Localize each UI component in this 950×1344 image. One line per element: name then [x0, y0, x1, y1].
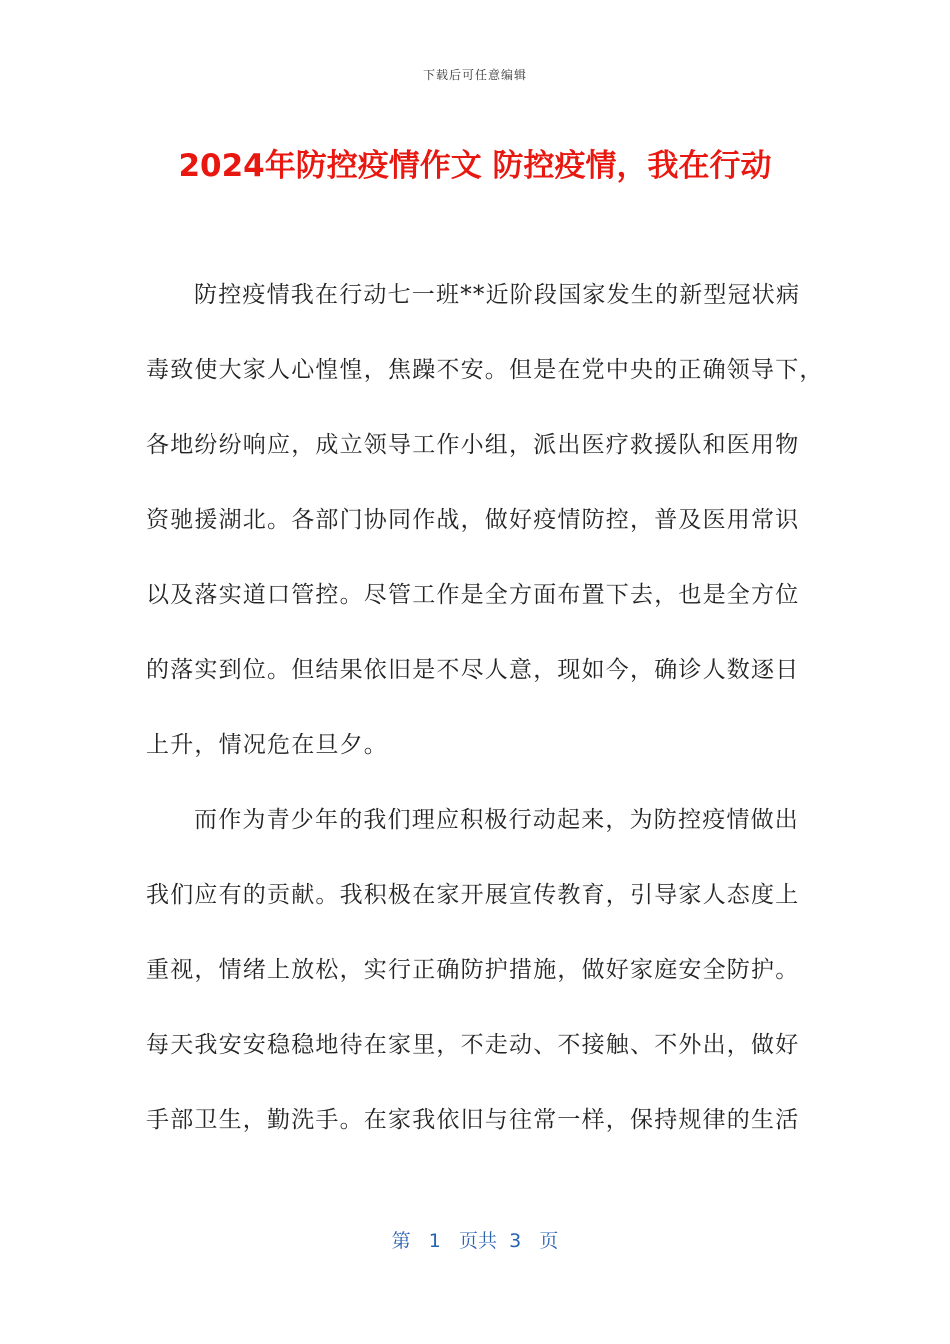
header-note: 下载后可任意编辑 — [422, 68, 527, 82]
text-line: 上升，情况危在旦夕。 — [146, 732, 388, 758]
footer-page-number: 1 — [428, 1230, 441, 1252]
footer-prefix: 第 — [391, 1230, 411, 1252]
page-footer — [0, 1226, 950, 1253]
paragraph-1 — [146, 265, 824, 790]
text-line: 以及落实道口管控。尽管工作是全方面布置下去，也是全方位 — [146, 582, 800, 608]
footer-middle: 页共 — [459, 1230, 498, 1252]
footer-page-total: 3 — [509, 1230, 522, 1252]
paragraph-2 — [146, 790, 806, 1165]
text-line: 我们应有的贡献。我积极在家开展宣传教育，引导家人态度上 — [146, 882, 800, 908]
text-line: 每天我安安稳稳地待在家里，不走动、不接触、不外出，做好 — [146, 1032, 800, 1058]
text-line: 毒致使大家人心惶惶，焦躁不安。但是在党中央的正确领导下， — [146, 357, 824, 383]
text-line: 资驰援湖北。各部门协同作战，做好疫情防控，普及医用常识 — [146, 507, 800, 533]
document-title: 2024年防控疫情作文 防控疫情，我在行动 — [178, 148, 772, 184]
text-line: 手部卫生，勤洗手。在家我依旧与往常一样，保持规律的生活 — [146, 1107, 800, 1133]
text-line: 而作为青少年的我们理应积极行动起来，为防控疫情做出 — [194, 807, 799, 833]
text-line: 重视，情绪上放松，实行正确防护措施，做好家庭安全防护。 — [146, 957, 800, 983]
text-line: 的落实到位。但结果依旧是不尽人意，现如今，确诊人数逐日 — [146, 657, 800, 683]
text-line: 各地纷纷响应，成立领导工作小组，派出医疗救援队和医用物 — [146, 432, 800, 458]
text-line: 防控疫情我在行动七一班**近阶段国家发生的新型冠状病 — [194, 282, 801, 308]
footer-suffix: 页 — [539, 1230, 559, 1252]
document-body — [146, 265, 824, 1165]
